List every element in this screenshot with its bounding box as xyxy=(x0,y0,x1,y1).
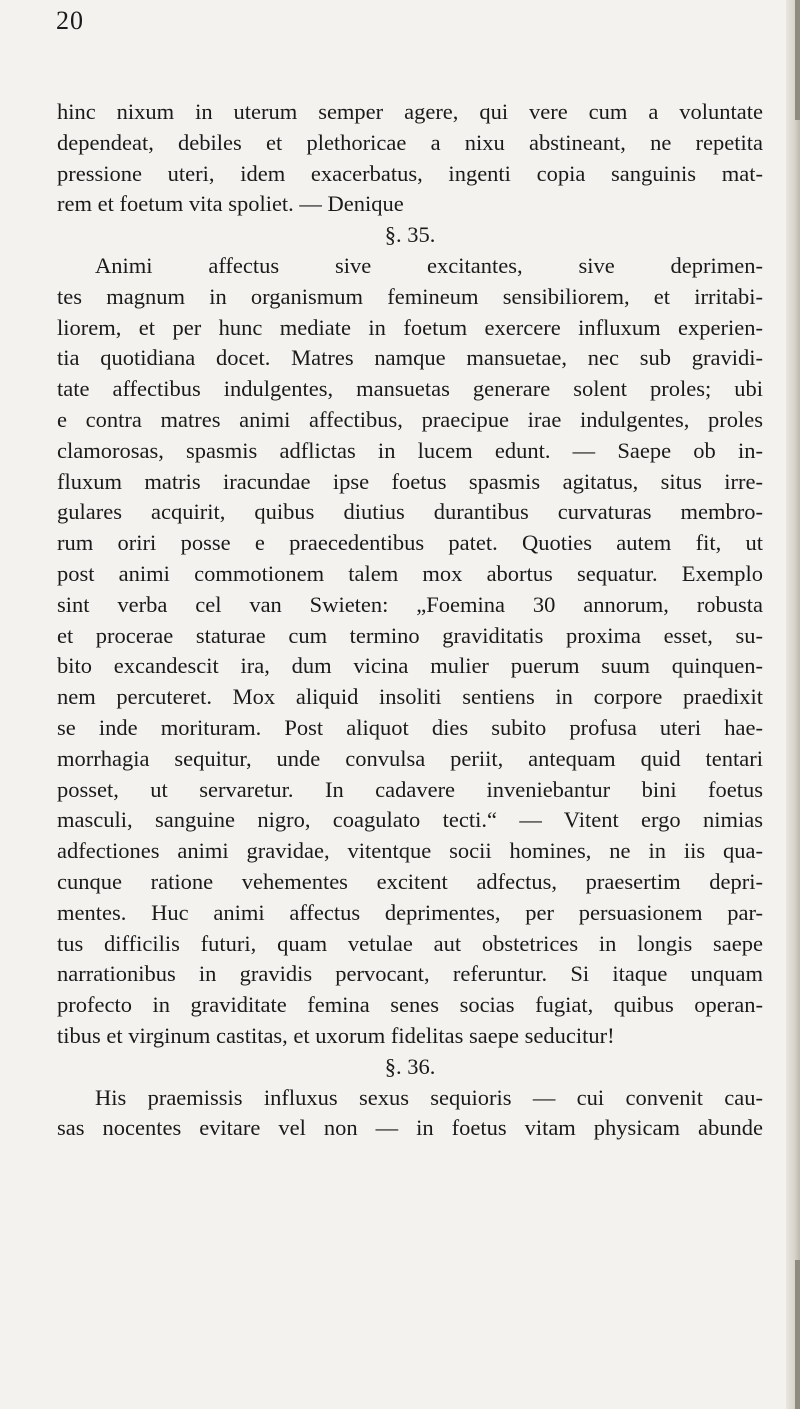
text-line: gulares acquirit, quibus diutius durantibus curvaturas membro- xyxy=(57,499,763,525)
text-line: sas nocentes evitare vel non — in foetus vitam physicam abunde xyxy=(57,1115,763,1141)
text-line: narrationibus in gravidis pervocant, referuntur. Si itaque unquam xyxy=(57,961,763,987)
text-line: bito excandescit ira, dum vicina mulier puerum suum quinquen- xyxy=(57,653,763,679)
text-line: Animi affectus sive excitantes, sive deprimen- xyxy=(95,252,763,278)
text-line: tibus et virginum castitas, et uxorum fidelitas saepe seducitur! xyxy=(57,1022,615,1048)
text-line: morrhagia sequitur, unde convulsa periit, antequam quid tentari xyxy=(57,745,763,771)
text-line: profecto in graviditate femina senes socias fugiat, quibus operan- xyxy=(57,992,763,1018)
text-line: rum oriri posse e praecedentibus patet. Quoties autem fit, ut xyxy=(57,530,763,556)
text-line: post animi commotionem talem mox abortus sequatur. Exemplo xyxy=(57,560,763,586)
page-number: 20 xyxy=(56,6,84,35)
text-line: et procerae staturae cum termino graviditatis proxima esset, su- xyxy=(57,622,763,648)
text-line: dependeat, debiles et plethoricae a nixu abstineant, ne repetita xyxy=(57,129,763,155)
text-line: nem percuteret. Mox aliquid insoliti sentiens in corpore praedixit xyxy=(57,684,763,710)
text-line: pressione uteri, idem exacerbatus, ingenti copia sanguinis mat- xyxy=(57,160,763,186)
text-line: tate affectibus indulgentes, mansuetas generare solent proles; ubi xyxy=(57,376,763,402)
text-line: rem et foetum vita spoliet. — Denique xyxy=(57,191,404,217)
text-line: tes magnum in organismum femineum sensibiliorem, et irritabi- xyxy=(57,283,763,309)
text-line: clamorosas, spasmis adflictas in lucem edunt. — Saepe ob in- xyxy=(57,437,763,463)
text-line: masculi, sanguine nigro, coagulato tecti.“ — Vitent ergo nimias xyxy=(57,807,763,833)
text-line: His praemissis influxus sexus sequioris — cui convenit cau- xyxy=(95,1084,763,1110)
text-line: tia quotidiana docet. Matres namque mansuetae, nec sub gravidi- xyxy=(57,345,763,371)
section-heading-35: §. 35. xyxy=(384,222,436,248)
text-line: adfectiones animi gravidae, vitentque socii homines, ne in iis qua- xyxy=(57,838,763,864)
text-line: fluxum matris iracundae ipse foetus spasmis agitatus, situs irre- xyxy=(57,468,763,494)
book-page-text xyxy=(57,97,763,1144)
section-heading-36: §. 36. xyxy=(384,1053,436,1079)
text-line: liorem, et per hunc mediate in foetum exercere influxum experien- xyxy=(57,314,763,340)
page-edge-shadow xyxy=(786,0,800,1409)
text-line: sint verba cel van Swieten: „Foemina 30 annorum, robusta xyxy=(57,591,763,617)
text-line: cunque ratione vehementes excitent adfectus, praesertim depri- xyxy=(57,868,763,894)
text-line: hinc nixum in uterum semper agere, qui vere cum a voluntate xyxy=(57,99,763,124)
text-line: tus difficilis futuri, quam vetulae aut obstetrices in longis saepe xyxy=(57,930,763,956)
text-line: e contra matres animi affectibus, praecipue irae indulgentes, proles xyxy=(57,406,763,432)
page-edge-mark xyxy=(795,0,800,120)
text-line: se inde morituram. Post aliquot dies subito profusa uteri hae- xyxy=(57,714,763,740)
text-line: posset, ut servaretur. In cadavere inveniebantur bini foetus xyxy=(57,776,763,802)
text-line: mentes. Huc animi affectus deprimentes, per persuasionem par- xyxy=(57,899,763,925)
page-edge-mark xyxy=(795,1260,800,1409)
